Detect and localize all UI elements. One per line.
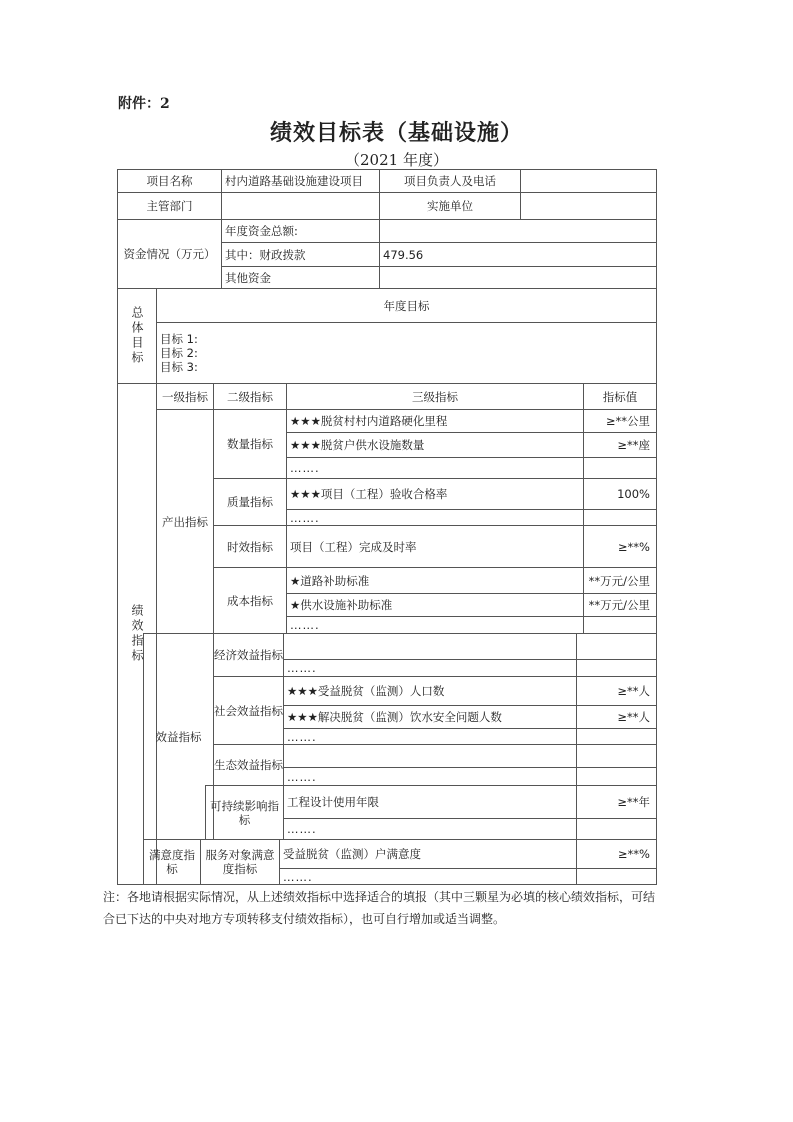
q2-text: ★★★脱贫户供水设施数量 (286, 432, 584, 458)
cost-dots: ……. (286, 616, 584, 634)
annual-goal-header: 年度目标 (156, 288, 657, 323)
fiscal-label: 其中：财政拨款 (221, 242, 380, 267)
sustain-dots-value (576, 818, 657, 840)
responsible-value (520, 169, 657, 193)
social-dots: ……. (283, 728, 577, 745)
su1-text: 工程设计使用年限 (283, 785, 577, 819)
level2-header: 二级指标 (213, 383, 287, 410)
sustain-dots: ……. (283, 818, 577, 840)
quality-indicator-label: 质量指标 (213, 478, 287, 526)
economic-row-1-value (576, 633, 657, 660)
c1-value: **万元/公里 (583, 567, 657, 594)
responsible-label: 项目负责人及电话 (379, 169, 521, 193)
c2-text: ★供水设施补助标准 (286, 593, 584, 617)
impl-unit-label: 实施单位 (379, 192, 521, 220)
service-satisfaction-label: 服务对象满意度指标 (200, 839, 280, 885)
timeliness-indicator-label: 时效指标 (213, 525, 287, 568)
page-title: 绩效目标表（基础设施） (269, 120, 523, 146)
sa1-text: 受益脱贫（监测）户满意度 (279, 839, 577, 869)
t1-text: 项目（工程）完成及时率 (286, 525, 584, 568)
eco-dots-value (576, 767, 657, 786)
project-name-value: 村内道路基础设施建设项目 (221, 169, 380, 193)
eco-benefit-label: 生态效益指标 (213, 744, 284, 786)
impl-unit-value (520, 192, 657, 220)
sa1-value: ≥**% (576, 839, 657, 869)
quantity-dots-value (583, 457, 657, 479)
cost-dots-value (583, 616, 657, 634)
s1-value: ≥**人 (576, 676, 657, 706)
perf-indicator-label: 绩效指标 (117, 383, 157, 885)
quantity-indicator-label: 数量指标 (213, 409, 287, 479)
annual-total-label: 年度资金总额: (221, 219, 380, 243)
other-funds-value (379, 266, 657, 289)
year-subtitle: （2021 年度） (345, 151, 448, 169)
sustain-indicator-label: 可持续影响指标 (205, 785, 284, 840)
social-dots-value (576, 728, 657, 745)
goal-3: 目标 3: (160, 360, 198, 374)
satisfaction-dots-value (576, 868, 657, 885)
quality-dots: ……. (286, 509, 584, 526)
q1-text: ★★★脱贫村村内道路硬化里程 (286, 409, 584, 433)
overall-goal-label: 总体目标 (117, 288, 157, 384)
fiscal-value: 479.56 (379, 242, 657, 267)
dept-value (221, 192, 380, 220)
economic-dots-value (576, 659, 657, 677)
eco-dots: ……. (283, 767, 577, 786)
goal-1: 目标 1: (160, 332, 198, 346)
s1-text: ★★★受益脱贫（监测）人口数 (283, 676, 577, 706)
quality-dots-value (583, 509, 657, 526)
value-header: 指标值 (583, 383, 657, 410)
cost-indicator-label: 成本指标 (213, 567, 287, 634)
c2-value: **万元/公里 (583, 593, 657, 617)
project-name-label: 项目名称 (117, 169, 222, 193)
other-funds-label: 其他资金 (221, 266, 380, 289)
ql1-value: 100% (583, 478, 657, 510)
eco-row-1 (283, 744, 577, 768)
goals-list (156, 322, 657, 384)
footnote: 注：各地请根据实际情况，从上述绩效指标中选择适合的填报（其中三颗星为必填的核心绩效指标，可结合已下达的中央对地方专项转移支付绩效指标），也可自行增加或适当调整。 (103, 890, 656, 926)
economic-benefit-label: 经济效益指标 (213, 633, 284, 677)
social-benefit-label: 社会效益指标 (213, 676, 284, 745)
s2-text: ★★★解决脱贫（监测）饮水安全问题人数 (283, 705, 577, 729)
goal-2: 目标 2: (160, 346, 198, 360)
q1-value: ≥**公里 (583, 409, 657, 433)
economic-dots: ……. (283, 659, 577, 677)
benefit-indicator-label: 效益指标 (143, 633, 214, 840)
dept-label: 主管部门 (117, 192, 222, 220)
q2-value: ≥**座 (583, 432, 657, 458)
quantity-dots: ……. (286, 457, 584, 479)
eco-row-1-value (576, 744, 657, 768)
funds-label: 资金情况（万元） (117, 219, 222, 289)
annual-total-value (379, 219, 657, 243)
ql1-text: ★★★项目（工程）验收合格率 (286, 478, 584, 510)
level3-header: 三级指标 (286, 383, 584, 410)
satisfaction-indicator-label: 满意度指标 (143, 839, 201, 885)
economic-row-1 (283, 633, 577, 660)
t1-value: ≥**% (583, 525, 657, 568)
satisfaction-dots: ……. (279, 868, 577, 885)
su1-value: ≥**年 (576, 785, 657, 819)
output-indicator-label: 产出指标 (156, 409, 214, 634)
attachment-label: 附件：2 (118, 96, 170, 112)
c1-text: ★道路补助标准 (286, 567, 584, 594)
level1-header: 一级指标 (156, 383, 214, 410)
s2-value: ≥**人 (576, 705, 657, 729)
